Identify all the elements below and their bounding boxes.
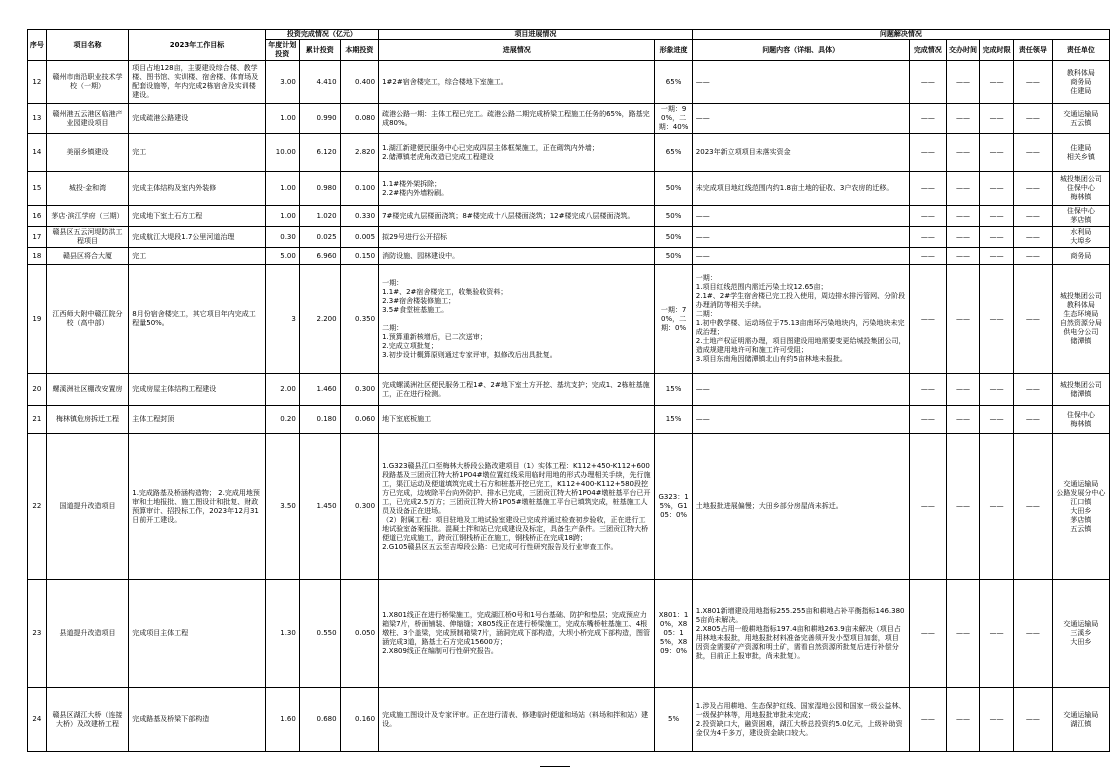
row-annual-plan: 3.50	[265, 434, 299, 580]
row-deliver-time: ——	[947, 265, 980, 374]
row-image-progress: 一期：90%，二期：40%	[655, 104, 692, 134]
row-done-status: ——	[909, 434, 946, 580]
row-cumulative: 0.680	[299, 688, 340, 752]
table-row	[28, 265, 1110, 374]
row-annual-plan: 2.00	[265, 374, 299, 406]
row-seq: 15	[28, 172, 47, 206]
table-row	[28, 172, 1110, 206]
row-leader: ——	[1014, 374, 1053, 406]
row-image-progress: 50%	[655, 248, 692, 265]
row-problem: ——	[692, 227, 909, 248]
row-current: 0.100	[340, 172, 379, 206]
row-goal: 主体工程封顶	[129, 406, 265, 434]
row-image-progress: 15%	[655, 374, 692, 406]
row-deliver-time: ——	[947, 248, 980, 265]
row-unit: 水利局 大埠乡	[1052, 227, 1109, 248]
row-deliver-time: ——	[947, 104, 980, 134]
row-goal: 完成主体结构及室内外装修	[129, 172, 265, 206]
row-seq: 18	[28, 248, 47, 265]
row-name: 螺溪洲社区棚改安置房	[46, 374, 129, 406]
row-cumulative: 0.180	[299, 406, 340, 434]
row-seq: 12	[28, 61, 47, 104]
row-deliver-time: ——	[947, 434, 980, 580]
row-image-progress: 5%	[655, 688, 692, 752]
row-progress: 完成施工图设计及专家评审。正在进行清表、修建临时便道和场站（料场和拌和站）建设。	[379, 688, 655, 752]
row-annual-plan: 10.00	[265, 134, 299, 172]
row-deliver-time: ——	[947, 688, 980, 752]
project-progress-table	[27, 29, 1110, 752]
row-unit: 住保中心 梅林镇	[1052, 406, 1109, 434]
table-row	[28, 227, 1110, 248]
row-problem: 1.X801新增建设用地指标255.255亩和耕地占补平衡指标146.3805亩尚未解决。 2.X805占用一般耕地指标197.4亩和耕地263.9亩未解决（项目占用林地未报批，用地报批材料准备完善须开发小型项目加套，项目因资金需要矿产资源和明土矿，需看自然资源所批复后进行补偿分批，目前正上报审批，尚未批复）。	[692, 580, 909, 688]
row-annual-plan: 5.00	[265, 248, 299, 265]
header-image-progress: 形象进度	[655, 40, 692, 61]
row-current: 0.300	[340, 434, 379, 580]
row-cumulative: 6.960	[299, 248, 340, 265]
row-image-progress: 一期：70%，二期：0%	[655, 265, 692, 374]
header-done-limit: 完成时限	[980, 40, 1014, 61]
row-image-progress: X801：10%，X805：15%，X809：0%	[655, 580, 692, 688]
row-deliver-time: ——	[947, 374, 980, 406]
header-invest-group: 投资完成情况（亿元）	[265, 30, 378, 40]
row-cumulative: 4.410	[299, 61, 340, 104]
row-problem: ——	[692, 104, 909, 134]
row-done-limit: ——	[980, 134, 1014, 172]
row-annual-plan: 1.00	[265, 172, 299, 206]
row-done-status: ——	[909, 104, 946, 134]
row-cumulative: 0.550	[299, 580, 340, 688]
row-annual-plan: 3.00	[265, 61, 299, 104]
row-progress: 1.湖江新建便民服务中心已完成四层主体框架施工，正在砌筑内外墙； 2.储潭镇老虎角改造已完成工程建设	[379, 134, 655, 172]
row-name: 县道提升改造项目	[46, 580, 129, 688]
row-done-limit: ——	[980, 406, 1014, 434]
row-name: 赣县区湖江大桥（连接大桥）及改建桥工程	[46, 688, 129, 752]
row-progress: 一期： 1.1#、2#宿舍楼完工，收集验收资料； 2.3#宿舍楼装修施工； 3.5#食堂桩基施工。 二期： 1.预算重新核增后，已二次送审； 2.完成立项批复； 3.初步设计概算原则通过专家评审，拟修改后出具批复。	[379, 265, 655, 374]
header-name: 项目名称	[46, 30, 129, 61]
row-seq: 20	[28, 374, 47, 406]
row-progress: 完成螺溪洲社区便民服务工程1#、2#地下室土方开挖、基坑支护；完成1、2栋桩基施工，正在进行检测。	[379, 374, 655, 406]
row-name: 江西师大附中赣江院分校（高中部）	[46, 265, 129, 374]
header-problem-detail: 问题内容（详细、具体）	[692, 40, 909, 61]
header-progress-group: 项目进展情况	[379, 30, 693, 40]
row-leader: ——	[1014, 134, 1053, 172]
row-seq: 13	[28, 104, 47, 134]
row-goal: 完成航江大堤段1.7公里河道治理	[129, 227, 265, 248]
row-seq: 19	[28, 265, 47, 374]
row-unit: 商务局	[1052, 248, 1109, 265]
row-done-status: ——	[909, 374, 946, 406]
row-progress: 疏港公路一期：主体工程已完工。疏港公路二期完成桥梁工程施工任务的65%，路基完成80%。	[379, 104, 655, 134]
row-current: 0.005	[340, 227, 379, 248]
row-seq: 14	[28, 134, 47, 172]
row-goal: 完工	[129, 248, 265, 265]
row-current: 2.820	[340, 134, 379, 172]
table-row	[28, 248, 1110, 265]
row-name: 赣州港五云港区临港产业园建设项目	[46, 104, 129, 134]
row-done-limit: ——	[980, 206, 1014, 227]
row-annual-plan: 1.60	[265, 688, 299, 752]
row-current: 0.330	[340, 206, 379, 227]
row-current: 0.350	[340, 265, 379, 374]
row-seq: 22	[28, 434, 47, 580]
row-done-limit: ——	[980, 227, 1014, 248]
row-deliver-time: ——	[947, 406, 980, 434]
row-cumulative: 1.450	[299, 434, 340, 580]
row-cumulative: 0.025	[299, 227, 340, 248]
row-goal: 8月份宿舍楼完工，其它项目年内完成工程量50%。	[129, 265, 265, 374]
header-cumulative: 累计投资	[299, 40, 340, 61]
row-progress: 地下室底板施工	[379, 406, 655, 434]
progress-table-sheet	[27, 29, 1110, 752]
row-problem: ——	[692, 206, 909, 227]
row-progress: 1.1#楼外架拆除； 2.2#楼内外墙粉刷。	[379, 172, 655, 206]
table-row	[28, 374, 1110, 406]
row-problem: 一期： 1.项目红线范围内需迁污染土坟12.65亩； 2.1#、2#学生宿舍楼已完工投入使用，周边排水排污管网、分阶段办理消防等相关手续。 二期： 1.初中教学楼、运动场位于75.13亩南环污染地块内，污染地块未完成治理； 2.土地产权证明需办理，项目图建设用地需要变更给城投集团公司，造成规建用地许可和施工许可受阻； 3.项目东南角因储潭镇北山有约5亩林地未报批。	[692, 265, 909, 374]
row-progress: 7#楼完成九层楼面浇筑；8#楼完成十八层楼面浇筑；12#楼完成八层楼面浇筑。	[379, 206, 655, 227]
row-done-status: ——	[909, 206, 946, 227]
row-done-status: ——	[909, 172, 946, 206]
row-image-progress: 65%	[655, 134, 692, 172]
row-unit: 交通运输局 湖江镇	[1052, 688, 1109, 752]
row-deliver-time: ——	[947, 580, 980, 688]
row-leader: ——	[1014, 61, 1053, 104]
row-current: 0.080	[340, 104, 379, 134]
row-seq: 17	[28, 227, 47, 248]
row-name: 城投·金和湾	[46, 172, 129, 206]
row-goal: 完成疏港公路建设	[129, 104, 265, 134]
row-goal: 完工	[129, 134, 265, 172]
header-seq: 序号	[28, 30, 47, 61]
row-cumulative: 1.460	[299, 374, 340, 406]
row-progress: 1#2#宿舍楼完工，综合楼地下室施工。	[379, 61, 655, 104]
row-image-progress: 65%	[655, 61, 692, 104]
row-done-limit: ——	[980, 104, 1014, 134]
row-image-progress: 50%	[655, 227, 692, 248]
header-unit: 责任单位	[1052, 40, 1109, 61]
row-name: 茅店·滨江学府（三期）	[46, 206, 129, 227]
row-cumulative: 0.990	[299, 104, 340, 134]
row-done-status: ——	[909, 580, 946, 688]
row-unit: 交通运输局 三溪乡 大田乡	[1052, 580, 1109, 688]
row-progress: 1.X801线正在进行桥梁施工，完成湖江桥0号和1号台基础、防护和垫层；完成预应力箱梁7片，桥面铺装、伸缩缝；X805线正在进行桥梁施工，完成东嘴桥桩基施工、4根墩柱、3个盖梁，完成预制箱梁7片，涵洞完成下部构造，大坝小桥完成下部构造，图管涵完成3道，路基土石方完成15600方； 2.X809线正在编制可行性研究报告。	[379, 580, 655, 688]
row-leader: ——	[1014, 104, 1053, 134]
header-problem-group: 问题解决情况	[692, 30, 1109, 40]
table-row	[28, 61, 1110, 104]
row-done-status: ——	[909, 406, 946, 434]
row-leader: ——	[1014, 227, 1053, 248]
table-header	[28, 30, 1110, 61]
row-annual-plan: 1.00	[265, 104, 299, 134]
row-done-limit: ——	[980, 434, 1014, 580]
row-done-limit: ——	[980, 61, 1014, 104]
row-unit: 交通运输局 公路发展分中心 江口镇 大田乡 茅店镇 五云镇	[1052, 434, 1109, 580]
row-problem: 土地报批进展偏慢；大田乡部分房屋尚未拆迁。	[692, 434, 909, 580]
header-deliver-time: 交办时间	[947, 40, 980, 61]
row-current: 0.060	[340, 406, 379, 434]
row-leader: ——	[1014, 172, 1053, 206]
row-done-limit: ——	[980, 688, 1014, 752]
row-done-status: ——	[909, 227, 946, 248]
row-done-status: ——	[909, 134, 946, 172]
row-image-progress: 50%	[655, 172, 692, 206]
row-done-limit: ——	[980, 265, 1014, 374]
header-current: 本期投资	[340, 40, 379, 61]
row-goal: 完成路基及桥梁下部构造	[129, 688, 265, 752]
table-row	[28, 104, 1110, 134]
row-cumulative: 2.200	[299, 265, 340, 374]
row-seq: 23	[28, 580, 47, 688]
row-progress: 消防设施、园林建设中。	[379, 248, 655, 265]
row-leader: ——	[1014, 434, 1053, 580]
row-leader: ——	[1014, 206, 1053, 227]
row-image-progress: 50%	[655, 206, 692, 227]
row-goal: 完成地下室土石方工程	[129, 206, 265, 227]
row-unit: 城投集团公司 住保中心 梅林镇	[1052, 172, 1109, 206]
row-deliver-time: ——	[947, 61, 980, 104]
header-annual-plan: 年度计划投资	[265, 40, 299, 61]
row-name: 赣州市南沿职业技术学校（一期）	[46, 61, 129, 104]
row-annual-plan: 3	[265, 265, 299, 374]
row-annual-plan: 1.30	[265, 580, 299, 688]
row-name: 梅林镇危房拆迁工程	[46, 406, 129, 434]
row-goal: 1.完成路基及桥涵构造物； 2.完成用地预审和土地报批、施工图设计和批复、财政预算审计、招投标工作，2023年12月31日前开工建设。	[129, 434, 265, 580]
row-image-progress: G323：15%，G105：0%	[655, 434, 692, 580]
row-cumulative: 0.980	[299, 172, 340, 206]
row-problem: 1.涉及占用耕地、生态保护红线、国家湿地公园和国家一级公益林、一级保护林等，用地报批审批未完成； 2.投资缺口大，融资困难，湖江大桥总投资约5.0亿元，上级补助资金仅为4千多万，建设资金缺口较大。	[692, 688, 909, 752]
page-bottom-mark	[540, 766, 570, 767]
table-row	[28, 580, 1110, 688]
row-leader: ——	[1014, 406, 1053, 434]
row-goal: 完成房屋主体结构工程建设	[129, 374, 265, 406]
row-deliver-time: ——	[947, 227, 980, 248]
row-leader: ——	[1014, 265, 1053, 374]
header-goal: 2023年工作目标	[129, 30, 265, 61]
row-goal: 完成项目主体工程	[129, 580, 265, 688]
row-annual-plan: 0.20	[265, 406, 299, 434]
row-deliver-time: ——	[947, 134, 980, 172]
row-done-limit: ——	[980, 580, 1014, 688]
row-image-progress: 15%	[655, 406, 692, 434]
header-progress: 进展情况	[379, 40, 655, 61]
row-deliver-time: ——	[947, 206, 980, 227]
row-current: 0.300	[340, 374, 379, 406]
row-current: 0.160	[340, 688, 379, 752]
row-problem: 2023年新立项项目未落实资金	[692, 134, 909, 172]
row-unit: 交通运输局 五云镇	[1052, 104, 1109, 134]
row-unit: 教科体局 商务局 住建局	[1052, 61, 1109, 104]
row-goal: 项目占地128亩，主要建设综合楼、教学楼、图书馆、实训楼、宿舍楼、体育场及配套设施等，年内完成2栋宿舍及实训楼建设。	[129, 61, 265, 104]
row-problem: 未完成项目地红线范围内约1.8亩土地的征收、3户农房的迁移。	[692, 172, 909, 206]
table-body	[28, 61, 1110, 752]
row-current: 0.150	[340, 248, 379, 265]
row-done-limit: ——	[980, 374, 1014, 406]
table-row	[28, 406, 1110, 434]
row-done-status: ——	[909, 248, 946, 265]
header-done-status: 完成情况	[909, 40, 946, 61]
row-done-limit: ——	[980, 248, 1014, 265]
row-progress: 1.G323赣县江口至梅林大桥段公路改建项目（1）实体工程：K112+450-K112+600段路基及三团贡江特大桥1P04#墩位置红线采用临时用地的形式办理相关手续，先行施工，渠江运动及便道填筑完成土石方和桩基开挖已完工，K112+400-K112+580段挖方已完成，边坡除平台向外防护、排水已完成，三团贡江特大桥1P04#墩桩基平台已开工，已完成2.5万方；三团贡江特大桥1P05#墩桩基施工平台已填筑完成，桩基施工人员及设备正在进场。 （2）附属工程：项目驻地及工地试验室建设已完成并通过检查初步验收，正在进行工地试验室备案报批。混凝土拌和站已完成建设及标定，具备生产条件。三团贡江特大桥便道已完成施工，跨贡江钢栈桥正在施工，钢栈桥正在完成18跨； 2.G105赣县区五云至吉埠段公路：已完成可行性研究报告及行业审查工作。	[379, 434, 655, 580]
header-leader: 责任领导	[1014, 40, 1053, 61]
table-row	[28, 434, 1110, 580]
row-seq: 21	[28, 406, 47, 434]
table-row	[28, 134, 1110, 172]
row-problem: ——	[692, 248, 909, 265]
row-deliver-time: ——	[947, 172, 980, 206]
table-row	[28, 688, 1110, 752]
row-done-status: ——	[909, 688, 946, 752]
row-unit: 住保中心 茅店镇	[1052, 206, 1109, 227]
row-name: 赣县区将合大厦	[46, 248, 129, 265]
row-seq: 16	[28, 206, 47, 227]
row-leader: ——	[1014, 248, 1053, 265]
row-problem: ——	[692, 406, 909, 434]
row-name: 国道提升改造项目	[46, 434, 129, 580]
row-name: 美丽乡镇建设	[46, 134, 129, 172]
row-done-status: ——	[909, 265, 946, 374]
row-problem: ——	[692, 374, 909, 406]
row-cumulative: 6.120	[299, 134, 340, 172]
row-progress: 拟29号进行公开招标	[379, 227, 655, 248]
row-problem: ——	[692, 61, 909, 104]
row-done-status: ——	[909, 61, 946, 104]
row-current: 0.400	[340, 61, 379, 104]
row-cumulative: 1.020	[299, 206, 340, 227]
row-leader: ——	[1014, 580, 1053, 688]
row-unit: 住建局 相关乡镇	[1052, 134, 1109, 172]
row-seq: 24	[28, 688, 47, 752]
row-leader: ——	[1014, 688, 1053, 752]
row-unit: 城投集团公司 储潭镇	[1052, 374, 1109, 406]
table-row	[28, 206, 1110, 227]
row-annual-plan: 1.00	[265, 206, 299, 227]
row-name: 赣县区五云河堤防洪工程项目	[46, 227, 129, 248]
row-done-limit: ——	[980, 172, 1014, 206]
row-current: 0.050	[340, 580, 379, 688]
row-annual-plan: 0.30	[265, 227, 299, 248]
row-unit: 城投集团公司 教科体局 生态环境局 自然资源分局 供电分公司 储潭镇	[1052, 265, 1109, 374]
